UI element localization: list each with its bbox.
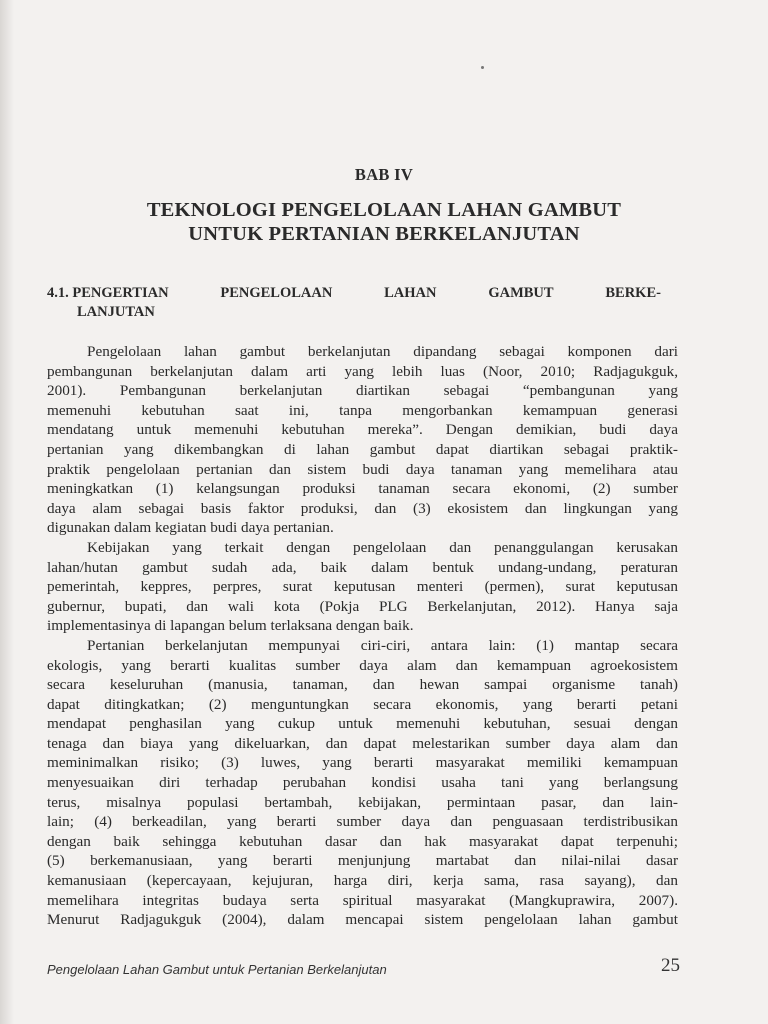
body-line: dapat ditingkatkan; (2) menguntungkan secara ekonomis, yang berarti petani (47, 695, 678, 713)
section-heading-word: PENGELOLAAN (220, 285, 333, 301)
section-heading-word: BERKE- (605, 285, 661, 301)
chapter-title-line: TEKNOLOGI PENGELOLAAN LAHAN GAMBUT (146, 199, 622, 221)
section-heading (47, 284, 661, 322)
body-line: mendapat penghasilan yang cukup untuk memenuhi kebutuhan, sesuai dengan (47, 715, 678, 733)
body-line: mendatang untuk memenuhi kebutuhan mereka”. Dengan demikian, budi daya (47, 421, 678, 439)
body-line: Pengelolaan lahan gambut berkelanjutan dipandang sebagai komponen dari (87, 343, 678, 360)
body-line: menyesuaikan diri terhadap perubahan kondisi usaha tani yang berlangsung (47, 774, 678, 792)
body-line: dengan baik sehingga kebutuhan dasar dan hak masyarakat dapat terpenuhi; (47, 832, 678, 850)
body-line: lain; (4) berkeadilan, yang berarti sumber daya dan penguasaan terdistribusikan (47, 813, 678, 831)
body-line: gubernur, bupati, dan wali kota (Pokja PLG Berkelanjutan, 2012). Hanya saja (47, 597, 678, 615)
scan-speck (481, 66, 484, 69)
body-line: Menurut Radjagukguk (2004), dalam mencapai sistem pengelolaan lahan gambut (47, 911, 678, 929)
section-heading-line (47, 284, 661, 303)
chapter-title (40, 198, 728, 246)
body-line: memelihara integritas budaya serta spiritual masyarakat (Mangkuprawira, 2007). (47, 891, 678, 909)
body-line: tenaga dan biaya yang dikeluarkan, dan dapat melestarikan sumber daya alam dan (47, 734, 678, 752)
body-line: kemanusiaan (kepercayaan, kejujuran, harga diri, kerja sama, rasa sayang), dan (47, 872, 678, 890)
section-heading-line: LANJUTAN (77, 304, 155, 320)
section-heading-word: LAHAN (384, 285, 437, 301)
body-line: lahan/hutan gambut sudah ada, baik dalam bentuk undang-undang, peraturan (47, 558, 678, 576)
section-heading-word: 4.1. PENGERTIAN (47, 285, 169, 301)
section-heading-word: GAMBUT (488, 285, 554, 301)
body-line: pembangunan berkelanjutan dalam arti yang lebih luas (Noor, 2010; Radjagukguk, (47, 362, 678, 380)
body-line: meningkatkan (1) kelangsungan produksi tanaman secara ekonomi, (2) sumber (47, 480, 678, 498)
body-line: meminimalkan risiko; (3) luwes, yang berarti masyarakat memiliki kemampuan (47, 754, 678, 772)
body-line: (5) berkemanusiaan, yang berarti menjunjung martabat dan nilai-nilai dasar (47, 852, 678, 870)
body-text (47, 342, 678, 930)
body-line: memenuhi kebutuhan saat ini, tanpa mengorbankan kemampuan generasi (47, 401, 678, 419)
body-line: 2001). Pembangunan berkelanjutan diartikan sebagai “pembangunan yang (47, 382, 678, 400)
body-line: ekologis, yang berarti kualitas sumber daya alam dan kemampuan agroekosistem (47, 656, 678, 674)
body-line: Pertanian berkelanjutan mempunyai ciri-ciri, antara lain: (1) mantap secara (87, 636, 678, 654)
body-line: digunakan dalam kegiatan budi daya pertanian. (47, 519, 334, 537)
chapter-title-line: UNTUK PERTANIAN BERKELANJUTAN (188, 223, 580, 245)
body-line: secara keseluruhan (manusia, tanaman, dan hewan sampai organisme tanah) (47, 676, 678, 694)
body-line: Kebijakan yang terkait dengan pengelolaan dan penanggulangan kerusakan (87, 538, 678, 556)
body-line: pertanian yang dikembangkan di lahan gambut dapat diartikan sebagai praktik- (47, 440, 678, 458)
page-number: 25 (661, 955, 680, 976)
page-gutter-shadow (0, 0, 14, 1024)
body-line: implementasinya di lapangan belum terlaksana dengan baik. (47, 617, 414, 635)
body-line: daya alam sebagai basis faktor produksi, dan (3) ekosistem dan lingkungan yang (47, 499, 678, 517)
body-line: praktik pengelolaan pertanian dan sistem budi daya tanaman yang memelihara atau (47, 460, 678, 478)
body-line: terus, misalnya populasi bertambah, kebijakan, permintaan pasar, dan lain- (47, 793, 678, 811)
body-line: pemerintah, keppres, perpres, surat keputusan menteri (permen), surat keputusan (47, 578, 678, 596)
running-footer: Pengelolaan Lahan Gambut untuk Pertanian Berkelanjutan (47, 962, 387, 977)
chapter-heading: BAB IV (354, 165, 414, 184)
